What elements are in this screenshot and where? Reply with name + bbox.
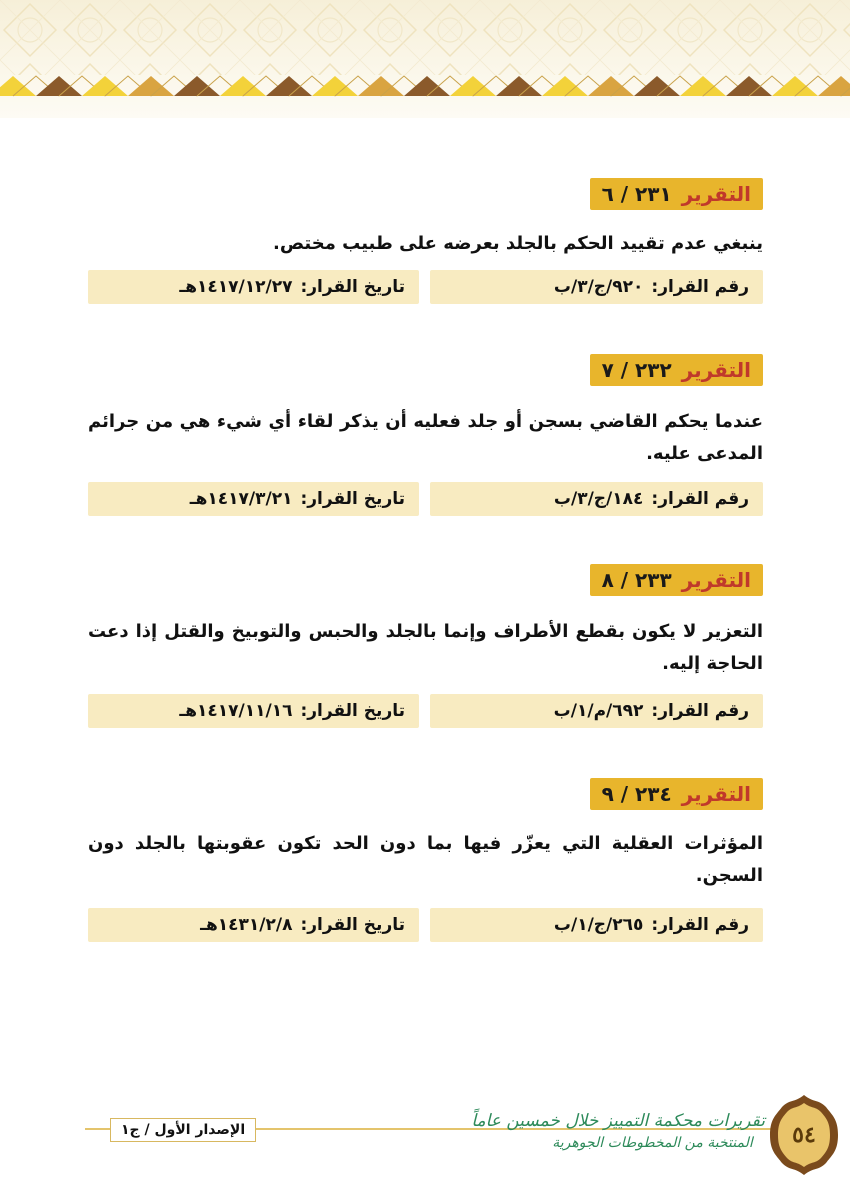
header-geometric-pattern <box>0 0 850 75</box>
section-text: المؤثرات العقلية التي يعزّر فيها بما دون الحد تكون عقوبتها بالجلد دون السجن. <box>88 833 763 886</box>
decision-number-label: رقم القرار: <box>651 701 749 721</box>
title-number: ٢٣٤ / ٩ <box>601 782 672 806</box>
decision-number-label: رقم القرار: <box>651 915 749 935</box>
triangle-mark <box>266 76 312 96</box>
triangle-mark <box>588 76 634 96</box>
decision-number: ٢٦٥/ج/١/ب <box>553 915 644 935</box>
title-word: التقرير <box>681 782 751 806</box>
title-number: ٢٣١ / ٦ <box>601 182 672 206</box>
header-triangle-border <box>0 72 850 100</box>
decision-date: ١٤١٧/١٢/٢٧هـ <box>179 277 293 297</box>
section-text: التعزير لا يكون بقطع الأطراف وإنما بالجلد والحبس والتوبيخ والقتل إذا دعت الحاجة إليه. <box>88 621 763 674</box>
triangle-mark <box>450 76 496 96</box>
triangle-mark <box>0 76 36 96</box>
decision-section <box>88 178 763 308</box>
page-number: ٥٤ <box>792 1122 816 1148</box>
title-word: التقرير <box>681 568 751 592</box>
decision-number-box <box>430 482 763 516</box>
decision-number-box <box>430 908 763 942</box>
decision-number: ٩٢٠/ج/٣/ب <box>553 277 644 297</box>
triangle-mark <box>542 76 588 96</box>
triangle-mark <box>128 76 174 96</box>
triangle-mark <box>82 76 128 96</box>
decision-date: ١٤٣١/٢/٨هـ <box>200 915 293 935</box>
decision-date-box <box>88 270 419 304</box>
triangle-mark <box>680 76 726 96</box>
title-number: ٢٣٣ / ٨ <box>601 568 672 592</box>
triangle-mark <box>772 76 818 96</box>
decision-number: ٦٩٢/م/١/ب <box>553 701 644 721</box>
section-title <box>590 354 763 386</box>
triangle-mark <box>174 76 220 96</box>
triangle-mark <box>496 76 542 96</box>
brand-title: تقريرات محكمة التمييز خلال خمسين عاماً <box>471 1111 765 1131</box>
decision-section <box>88 564 763 729</box>
decision-number-label: رقم القرار: <box>651 277 749 297</box>
decision-date-box <box>88 482 419 516</box>
decision-number-box <box>430 694 763 728</box>
triangle-mark <box>404 76 450 96</box>
title-word: التقرير <box>681 358 751 382</box>
brand-subtitle: المنتخبة من المخطوطات الجوهرية <box>552 1135 753 1151</box>
section-text: ينبغي عدم تقييد الحكم بالجلد بعرضه على طبيب مختص. <box>273 233 763 254</box>
decision-date-label: تاريخ القرار: <box>300 915 405 935</box>
section-title <box>590 778 763 810</box>
section-title <box>590 178 763 210</box>
title-number: ٢٣٢ / ٧ <box>601 358 672 382</box>
triangle-mark <box>358 76 404 96</box>
decision-date-box <box>88 694 419 728</box>
decision-date-label: تاريخ القرار: <box>300 701 405 721</box>
triangle-mark <box>220 76 266 96</box>
section-title <box>590 564 763 596</box>
decision-number: ١٨٤/ج/٣/ب <box>553 489 644 509</box>
decision-number-box <box>430 270 763 304</box>
decision-number-label: رقم القرار: <box>651 489 749 509</box>
decision-date: ١٤١٧/٣/٢١هـ <box>189 489 293 509</box>
triangle-mark <box>36 76 82 96</box>
edition-tag: الإصدار الأول / ج١ <box>110 1118 256 1142</box>
decision-date: ١٤١٧/١١/١٦هـ <box>179 701 293 721</box>
decision-date-label: تاريخ القرار: <box>300 277 405 297</box>
triangle-mark <box>312 76 358 96</box>
section-text: عندما يحكم القاضي بسجن أو جلد فعليه أن يذكر لقاء أي شيء هي من جرائم المدعى عليه. <box>88 411 763 464</box>
decision-date-box <box>88 908 419 942</box>
title-word: التقرير <box>681 182 751 206</box>
decision-section <box>88 778 763 943</box>
decision-date-label: تاريخ القرار: <box>300 489 405 509</box>
triangle-mark <box>726 76 772 96</box>
publication-brand <box>471 1110 765 1154</box>
triangle-mark <box>634 76 680 96</box>
decision-section <box>88 354 763 519</box>
